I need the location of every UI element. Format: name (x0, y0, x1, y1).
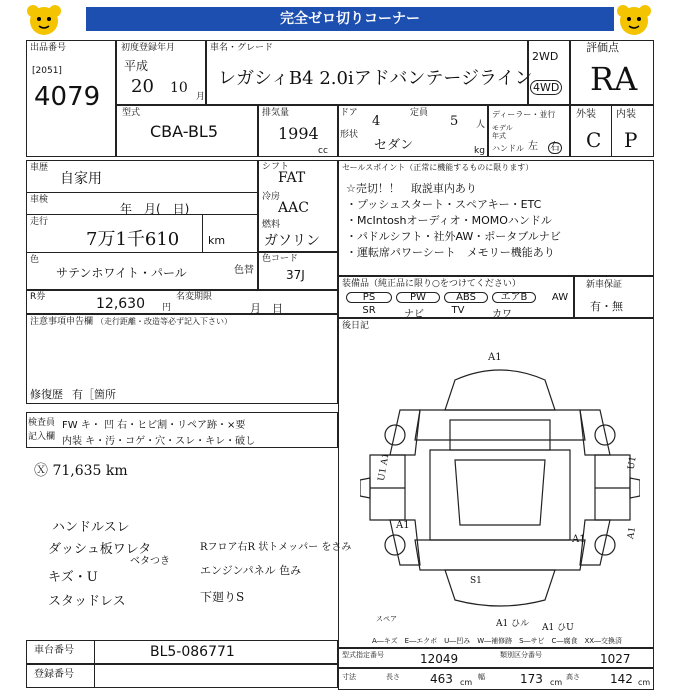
color-value: サテンホワイト・パール (56, 266, 187, 280)
equip-navi: ナビ (404, 309, 424, 320)
era: 平成 (124, 59, 149, 73)
repair-label: 修復歴 (30, 388, 63, 401)
inspection-label: 車検 (30, 195, 49, 205)
shape-value: セダン (374, 138, 414, 153)
damage-mark-right: A1 (626, 526, 639, 540)
width-unit: cm (550, 678, 563, 687)
reg-month-suffix: 月 (196, 92, 206, 102)
doors-value: 4 (372, 114, 381, 129)
model-year-label: モデル 年式 (492, 124, 513, 140)
height-value: 142 (610, 672, 633, 686)
name-change-label: 名変期限 (176, 292, 213, 302)
car-damage-diagram (360, 350, 640, 620)
mileage-unit: km (208, 234, 226, 247)
lot-sub: [2051] (32, 66, 62, 76)
first-reg-label: 初度登録年月 (121, 43, 176, 53)
drive-2wd: 2WD (532, 50, 559, 63)
damage-mark-rear-right: A1 (572, 534, 586, 545)
repair-value: 有［箇所 (72, 388, 116, 401)
shape-label: 形状 (340, 130, 359, 140)
length-unit: cm (460, 678, 473, 687)
displacement-value: 1994 (278, 124, 319, 143)
sales-point-3: ・McIntoshオーディオ・MOMOハンドル (346, 214, 552, 227)
sales-point-1: ☆売切！！ 取説車内あり (346, 182, 477, 195)
height-label: 高さ (566, 673, 580, 681)
chassis-value: BL5-086771 (150, 644, 235, 660)
interior-label: 内装 (616, 109, 636, 120)
damage-mark-rear-2: A1 ひU (542, 623, 574, 633)
equip-ps: PS (346, 292, 392, 303)
note-scratch: キズ・U (48, 570, 98, 585)
vehicle-value: 自家用 (60, 171, 102, 187)
displacement-unit: cc (318, 146, 328, 156)
lot-number: 4079 (34, 82, 101, 112)
exterior-grade: C (586, 128, 602, 152)
note-studless: スタッドレス (48, 594, 126, 609)
notes-sub: （走行距離・改造等必ず記入下さい） (96, 317, 232, 326)
note-undercarriage: 下廻りS (200, 590, 245, 604)
load-unit: kg (474, 146, 485, 156)
name-change-date: 月 日 (250, 302, 283, 315)
equipment-row1 (346, 292, 580, 303)
mileage-value: 7万1千610 (86, 229, 180, 250)
dimensions-label: 寸法 (342, 673, 356, 681)
new-car-label: 新車保証 (586, 280, 623, 290)
note-sticky: ベタつき (130, 556, 170, 567)
color-change-label: 色替 (234, 265, 254, 276)
type-ref-value-2: 1027 (600, 652, 631, 666)
equip-sr: SR (362, 305, 376, 316)
capacity-unit: 人 (476, 120, 486, 130)
model-label: 型式 (122, 108, 141, 118)
grade-value: RA (590, 60, 638, 98)
sales-point-5: ・運転席パワーシート メモリー機能あり (346, 246, 555, 259)
shift-label: シフト (262, 162, 290, 172)
width-value: 173 (520, 672, 543, 686)
chassis-label: 車台番号 (34, 645, 74, 656)
displacement-label: 排気量 (262, 108, 290, 118)
model-value: CBA-BL5 (150, 122, 219, 141)
recycle-label: R券 (30, 292, 46, 302)
reg-year: 20 (131, 76, 154, 97)
equip-abs: ABS (444, 292, 488, 303)
sales-label: セールスポイント（正常に機能するものに限ります） (342, 163, 534, 172)
shift-value: FAT (278, 170, 306, 186)
sales-point-2: ・プッシュスタート・スペアキー・ETC (346, 198, 542, 211)
new-car-value: 有・無 (590, 300, 623, 313)
note-handle-wear: ハンドルスレ (52, 520, 130, 535)
note-dash-crack: ダッシュ板ワレタ (48, 542, 152, 557)
equip-aw: AW (551, 292, 569, 303)
capacity-label: 定員 (410, 108, 429, 118)
drive-4wd: 4WD (530, 80, 562, 95)
handle-left: 左 (528, 141, 538, 152)
fuel-label: 燃料 (262, 220, 281, 230)
interior-grade: P (624, 128, 638, 152)
diagram-label: 後日記 (342, 321, 370, 331)
inspection-date: 年 月( 日) (120, 202, 190, 216)
damage-mark-rear-1: A1 ひル (496, 619, 530, 629)
damage-mark-right-front: U1 (626, 455, 639, 471)
color-code-label: 色コード (262, 254, 299, 264)
inspector-row-interior: 内装 キ・汚・コゲ・穴・スレ・キレ・破し (62, 436, 256, 447)
vehicle-label: 車歴 (30, 163, 49, 173)
color-label: 色 (30, 255, 40, 265)
banner-title: 完全ゼロ切りコーナー (86, 7, 614, 31)
mileage-note: Ⓧ 71,635 km (34, 463, 128, 479)
inspector-label-2: 記入欄 (28, 432, 56, 442)
damage-mark-left-front: U1 A1 (376, 452, 392, 482)
recycle-amount: 12,630 (96, 296, 145, 312)
capacity-value: 5 (450, 114, 459, 129)
ac-label: 冷房 (262, 192, 281, 202)
lot-label: 出品番号 (30, 43, 67, 53)
handle-right: 右 (550, 142, 560, 153)
equip-tv: TV (451, 305, 465, 316)
handle-label: ハンドル (492, 144, 524, 153)
damage-mark-left: A1 (396, 520, 410, 531)
doors-label: ドア (340, 108, 358, 118)
length-value: 463 (430, 672, 453, 686)
bear-mascot-right-icon (614, 3, 654, 37)
color-code-value: 37J (286, 268, 305, 282)
reg-month: 10 (170, 80, 188, 96)
type-ref-label-1: 型式指定番号 (342, 651, 384, 659)
recycle-unit: 円 (162, 303, 172, 313)
width-label: 幅 (478, 673, 485, 681)
mileage-label: 走行 (30, 217, 49, 227)
height-unit: cm (638, 678, 651, 687)
grade-label: 評価点 (586, 41, 619, 54)
inspector-label-1: 検査員 (28, 418, 56, 428)
damage-legend: A―キズ E―エクボ U―凹み W―補修跡 S―サビ C―腐食 XX―交換済 (372, 637, 623, 645)
length-label: 長さ (386, 673, 400, 681)
car-name-label: 車名・グレード (210, 43, 274, 53)
dealer-label: ディーラー・並行 (492, 110, 556, 119)
equip-leather: カワ (492, 309, 512, 320)
exterior-label: 外装 (576, 109, 596, 120)
damage-mark-front: A1 (488, 352, 502, 363)
sales-point-4: ・パドルシフト・社外AW・ポータブルナビ (346, 230, 561, 243)
damage-mark-trunk: S1 (470, 576, 482, 586)
notes-label: 注意事項申告欄 (30, 317, 94, 327)
car-name: レガシィB4 2.0iアドバンテージライン (218, 68, 533, 89)
note-floor: Rフロア右R 状トメッパー をさみ (200, 542, 352, 553)
type-ref-value-1: 12049 (420, 652, 459, 666)
equip-airbag: エアB (492, 292, 536, 303)
note-engine-panel: エンジンパネル 色み (200, 564, 302, 577)
equipment-label: 装備品（純正品に限り○をつけてください） (342, 279, 521, 289)
fuel-value: ガソリン (264, 233, 320, 249)
registration-label: 登録番号 (34, 669, 74, 680)
equip-pw: PW (396, 292, 440, 303)
spare-label: スペア (376, 615, 397, 623)
bear-mascot-left-icon (24, 3, 64, 37)
type-ref-label-2: 類別区分番号 (500, 651, 542, 659)
inspector-row-exterior: FW キ・ 凹 右・ヒビ割・リペア跡・×要 (62, 420, 246, 431)
ac-value: AAC (278, 200, 309, 216)
